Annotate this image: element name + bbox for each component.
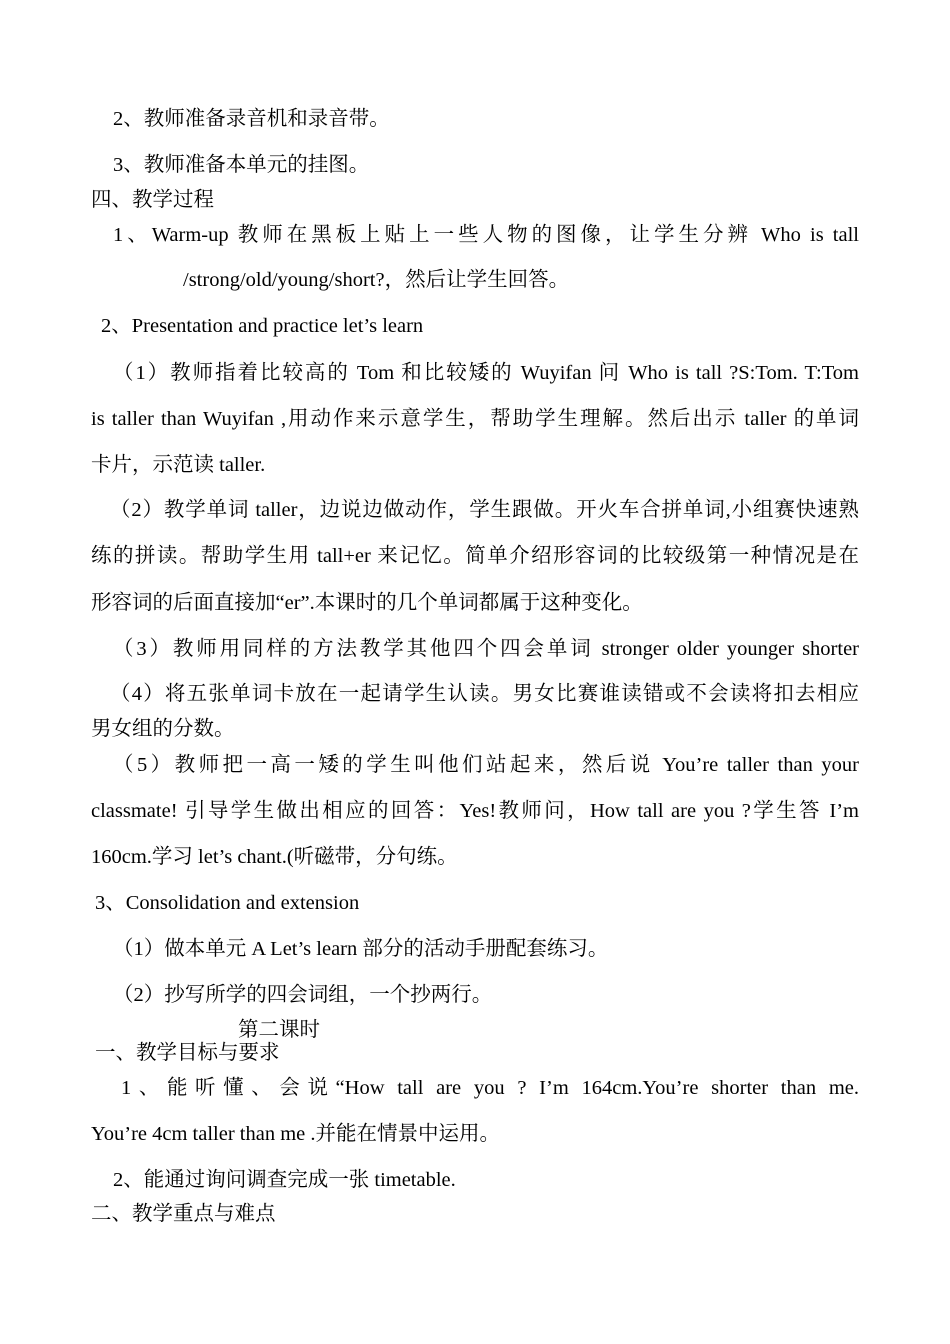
presentation-step-5-line-3: 160cm.学习 let’s chant.(听磁带，分句练。 [91, 846, 458, 868]
presentation-step-5-line-1: （5）教师把一高一矮的学生叫他们站起来，然后说 You’re taller than your [113, 754, 859, 776]
presentation-step-2-line-3: 形容词的后面直接加“er”.本课时的几个单词都属于这种变化。 [91, 592, 643, 614]
consolidation-item-2: （2）抄写所学的四会词组，一个抄两行。 [113, 984, 493, 1006]
presentation-step-4-line-1: （4）将五张单词卡放在一起请学生认读。男女比赛谁读错或不会读将扣去相应 [110, 683, 859, 705]
warmup-line-2: /strong/old/young/short?，然后让学生回答。 [183, 269, 570, 291]
presentation-step-1-line-2: is taller than Wuyifan ,用动作来示意学生，帮助学生理解。然后出示 taller 的单词 [91, 408, 859, 430]
presentation-step-3: （3）教师用同样的方法教学其他四个四会单词 stronger older younger shorter [113, 638, 859, 660]
presentation-step-2-line-1: （2）教学单词 taller，边说边做动作，学生跟做。开火车合拼单词,小组赛快速熟 [110, 499, 859, 521]
objective-2: 2、能通过询问调查完成一张 timetable. [113, 1169, 456, 1191]
warmup-line-1: 1、Warm-up 教师在黑板上贴上一些人物的图像，让学生分辨 Who is tall [113, 224, 859, 246]
presentation-step-1-line-1: （1）教师指着比较高的 Tom 和比较矮的 Wuyifan 问 Who is tall ?S:Tom. T:Tom [113, 362, 859, 384]
objective-1-line-1: 1、能听懂、会说“How tall are you ? I’m 164cm.You’re shorter than me. [121, 1077, 859, 1099]
prep-item-2: 2、教师准备录音机和录音带。 [113, 108, 390, 130]
consolidation-heading: 3、Consolidation and extension [95, 892, 360, 914]
lesson-2-title: 第二课时 [238, 1019, 320, 1041]
presentation-step-2-line-2: 练的拼读。帮助学生用 tall+er 来记忆。简单介绍形容词的比较级第一种情况是在 [91, 545, 859, 567]
section-heading-keypoints: 二、教学重点与难点 [91, 1203, 276, 1225]
presentation-step-5-line-2: classmate! 引导学生做出相应的回答：Yes!教师问，How tall are you ?学生答 I’m [91, 800, 859, 822]
section-heading-process: 四、教学过程 [91, 189, 214, 211]
presentation-step-4-line-2: 男女组的分数。 [91, 718, 235, 740]
presentation-heading: 2、Presentation and practice let’s learn [101, 315, 424, 337]
objective-1-line-2: You’re 4cm taller than me .并能在情景中运用。 [91, 1123, 500, 1145]
prep-item-3: 3、教师准备本单元的挂图。 [113, 154, 370, 176]
section-heading-objectives: 一、教学目标与要求 [95, 1042, 280, 1064]
presentation-step-1-line-3: 卡片，示范读 taller. [91, 454, 266, 476]
consolidation-item-1: （1）做本单元 A Let’s learn 部分的活动手册配套练习。 [113, 938, 609, 960]
